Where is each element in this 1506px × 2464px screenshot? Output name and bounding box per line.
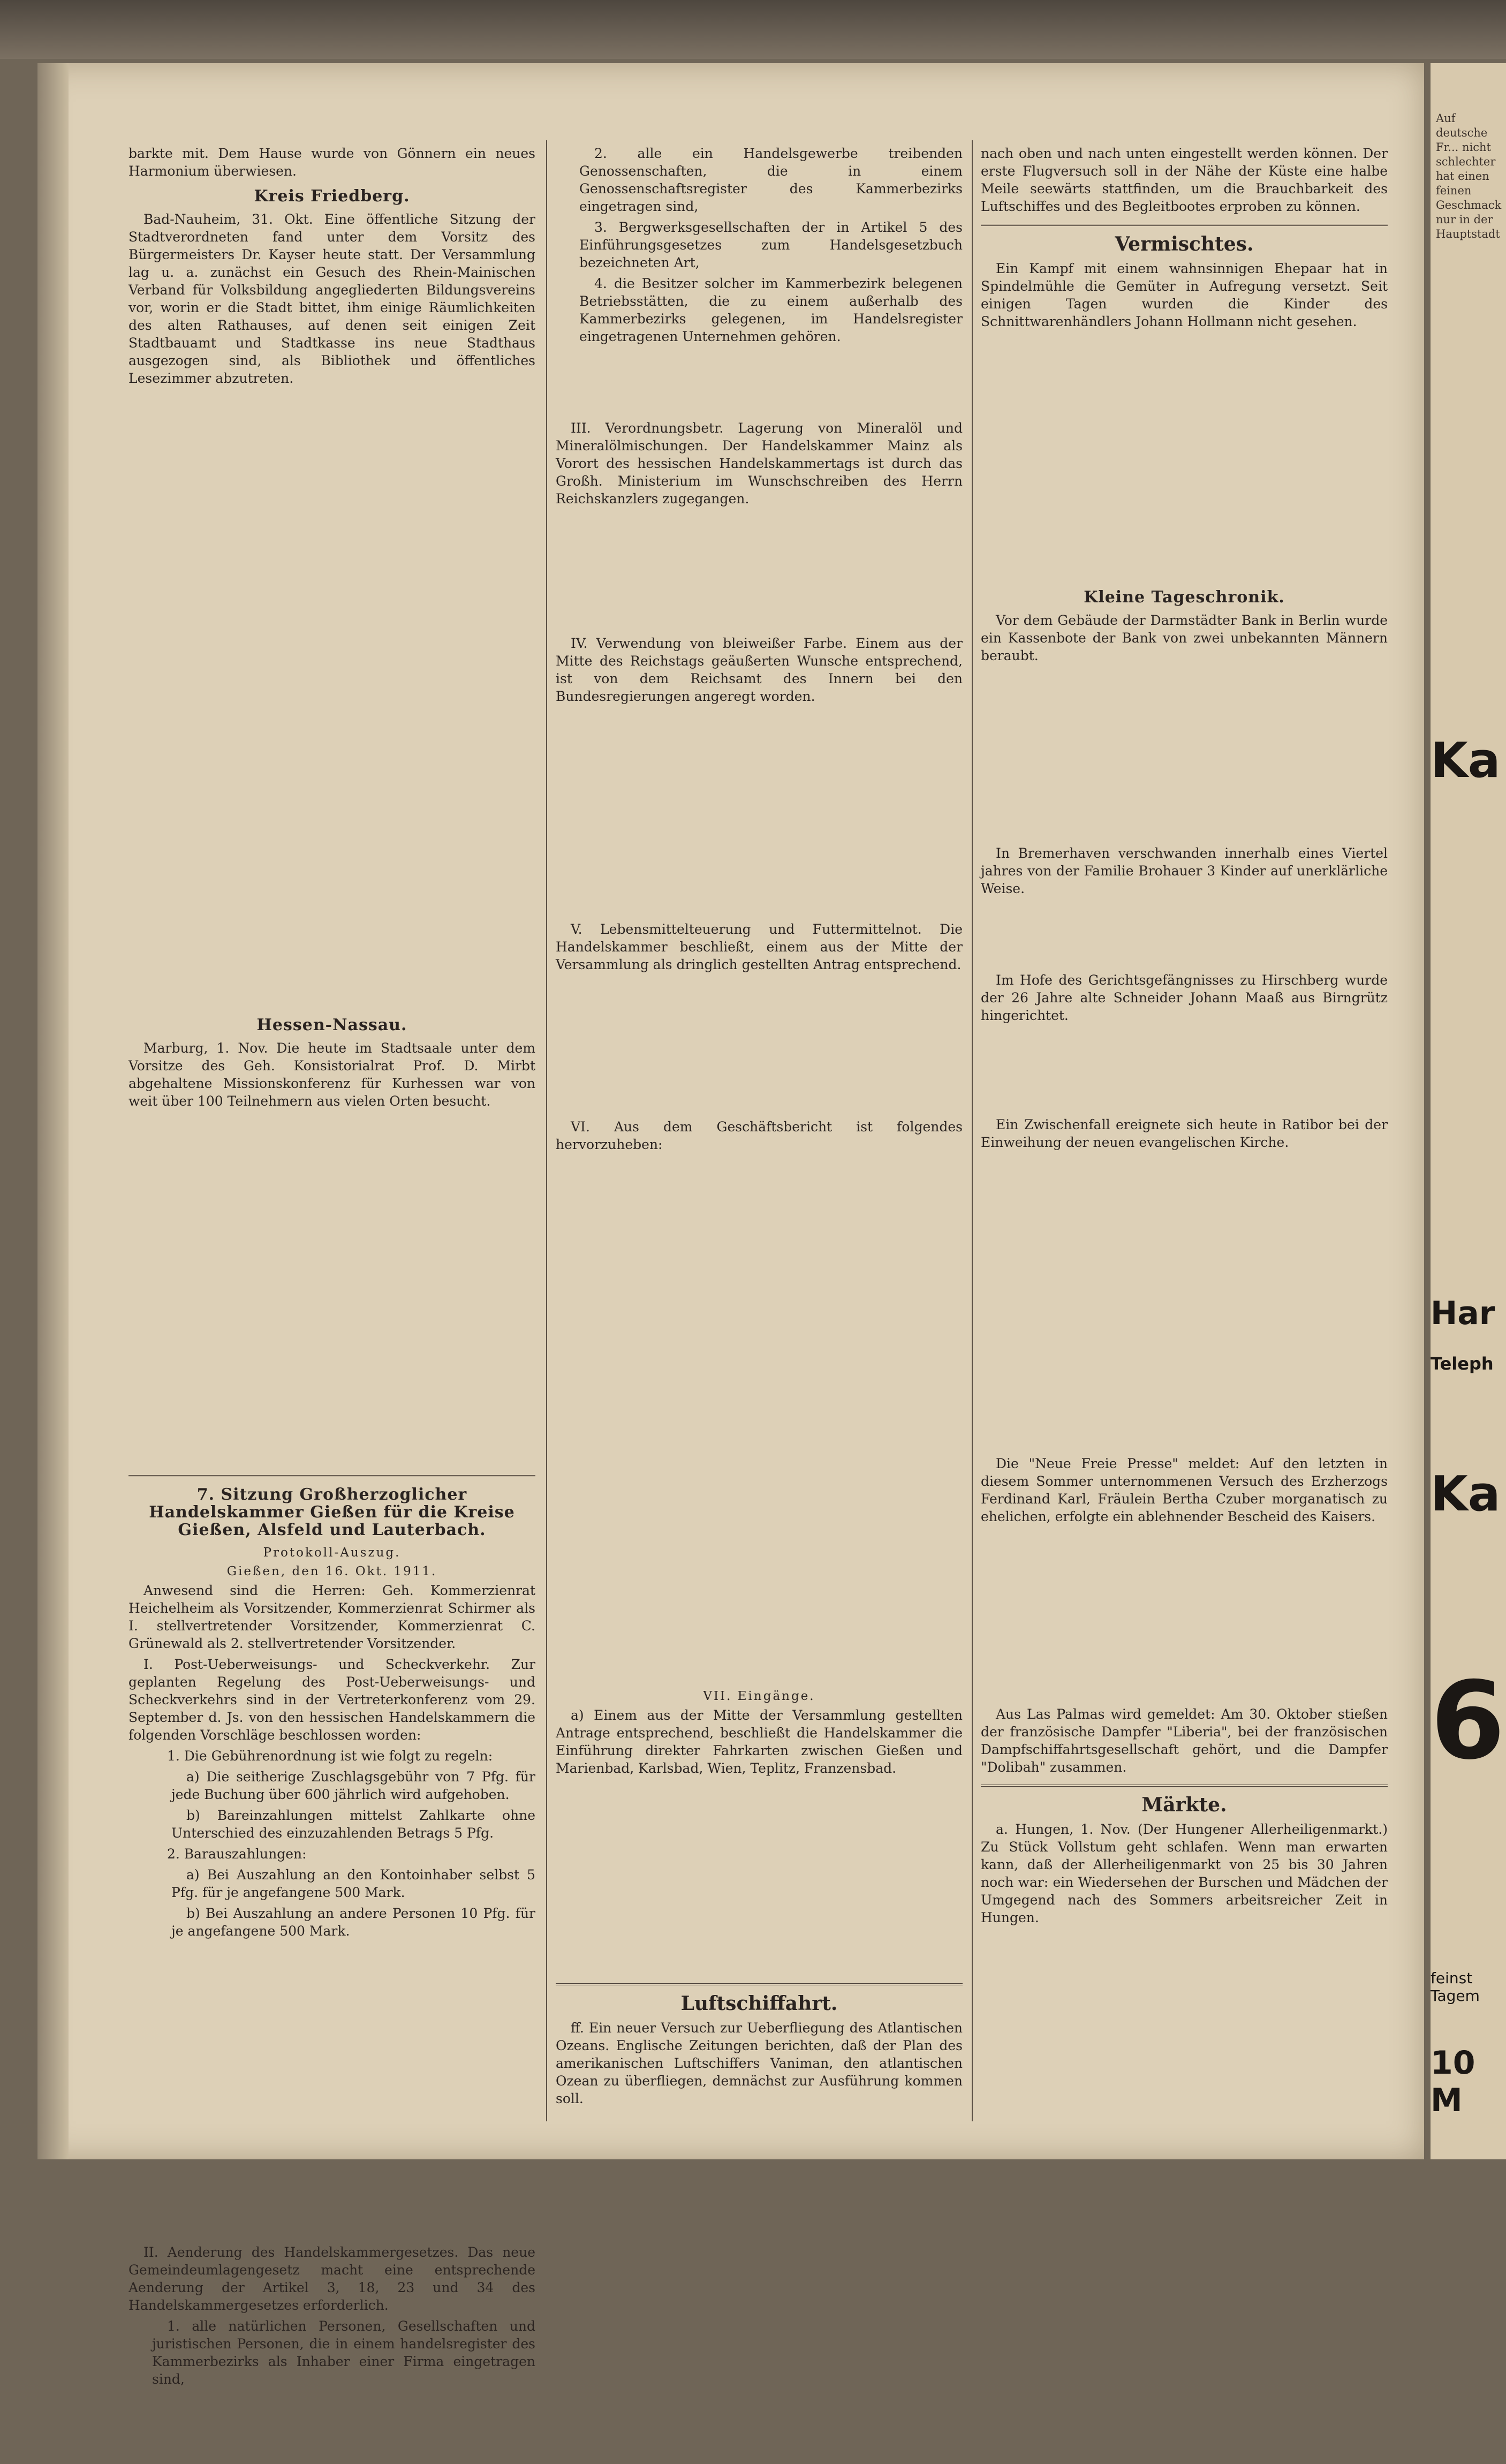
text-lines-placeholder [981,1027,1388,1116]
text-lines-placeholder [981,1529,1388,1705]
section-heading: Kreis Friedberg. [254,187,410,206]
adjacent-page-strip [1431,63,1506,2159]
column-rule [546,140,547,2121]
text-lines-placeholder [128,1113,535,1467]
receipts-paragraph: a) Einem aus der Mitte der Versammlung gestellten Antrage entsprechend, beschließt die Handelskammer die Einführung direkter Fahrkarten zwischen Gießen und Marienbad, Karlsbad, Wien, Teplitz, Franzensbad. [556,1707,963,1776]
article-berlin: Vor dem Gebäude der Darmstädter Bank in Berlin wurde ein Kassenbote der Bank von zwei unbekannten Männern beraubt. [981,613,1388,663]
white-lead-paragraph: IV. Verwendung von bleiweißer Farbe. Einem aus der Mitte des Reichstags geäußerten Wunsche entsprechend, ist von dem Reichsamt des Innern bei den Bundesregierungen angeregt worden. [556,636,963,704]
column-rule [972,140,973,2121]
list-item: 2. Barauszahlungen: [167,1846,307,1862]
text-lines-placeholder [556,349,963,419]
section-heading: Märkte. [1141,1794,1227,1816]
business-report-paragraph: VI. Aus dem Geschäftsbericht ist folgendes hervorzuheben: [556,1119,963,1152]
article-las-palmas: Aus Las Palmas wird gemeldet: Am 30. Oktober stießen der französische Dampfer "Liberia", bei der französischen Dampfschiffahrtsgesellschaft gehört, und die Dampfer "Dolibah" zusammen. [981,1706,1388,1775]
divider [981,224,1388,226]
text-lines-placeholder [556,977,963,1118]
protocol-subtitle: Protokoll-Auszug. [263,1546,401,1560]
scan-background-top [0,0,1506,59]
text-lines-placeholder [981,334,1388,581]
advertisement-fragment: 10 M [1431,2044,1475,2119]
text-lines-placeholder [556,708,963,920]
advertisement-fragment: Ka [1431,1466,1501,1522]
section-heading: Hessen-Nassau. [256,1016,407,1034]
divider [556,1983,963,1985]
divider [981,1785,1388,1787]
advertisement-fragment: Har [1431,1295,1495,1332]
text-lines-placeholder [981,1930,1388,2036]
article-hirschberg: Im Hofe des Gerichtsgefängnisses zu Hirschberg wurde der 26 Jahre alte Schneider Johann Maaß aus Birngrütz hingerichtet. [981,972,1388,1023]
text-lines-placeholder [128,1943,535,2243]
article-bad-nauheim: Bad-Nauheim, 31. Okt. Eine öffentliche Sitzung der Stadtverordneten fand unter dem Vorsitz des Bürgermeisters Dr. Kayser heute statt. Der Versammlung lag u. a. zunächst ein Gesuch des Rhein-Mainischen Verband für Volksbildung angegliederten Bildungsvereins vor, worin er die Stadt bittet, ihm einige Räumlichkeiten des alten Rathauses, auf denen seit einigen Zeit Stadtbauamt und Stadtkasse ins neue Stadthaus ausgezogen sind, als Bibliothek und öffentliches Lesezimmer abzutreten. [128,211,535,386]
article-intro: barkte mit. Dem Hause wurde von Gönnern ein neues Harmonium überwiesen. [128,146,535,179]
section-heading: Kleine Tageschronik. [1084,588,1285,607]
list-item: 4. die Besitzer solcher im Kammerbezirk belegenen Betriebsstätten, die zu einem außerhalb des Kammerbezirks gelegenen, im Handelsregister eingetragenen Unternehmen gehören. [579,276,963,344]
subsection-heading: VII. Eingänge. [703,1689,815,1703]
section-heading: Luftschiffahrt. [680,1992,838,2015]
text-lines-placeholder [981,1154,1388,1455]
text-lines-placeholder [556,2111,963,2464]
list-subitem: a) Die seitherige Zuschlagsgebühr von 7 Pfg. für jede Buchung über 600 jährlich wird aufgehoben. [171,1769,535,1802]
article-ratibor: Ein Zwischenfall ereignete sich heute in Ratibor bei der Einweihung der neuen evangelischen Kirche. [981,1117,1388,1150]
law-amendment-paragraph: II. Aenderung des Handelskammergesetzes. Das neue Gemeindeumlagengesetz macht eine entsprechende Aenderung der Artikel 3, 18, 23 und 34 des Handelskammergesetzes erforderlich. [128,2244,535,2313]
list-item: 1. Die Gebührenordnung ist wie folgt zu regeln: [167,1748,493,1764]
column-middle [556,145,963,2464]
ordinance-paragraph: III. Verordnungsbetr. Lagerung von Mineralöl und Mineralölmischungen. Der Handelskammer Mainz als Vorort des hessischen Handelskammertags ist durch das Großh. Ministerium im Wunschschreiben des Herrn Reichskanzlers zugegangen. [556,420,963,507]
text-lines-placeholder [128,390,535,1009]
column-right [981,145,1388,2036]
text-lines-placeholder [981,901,1388,971]
advertisement-fragment: Teleph [1431,1354,1494,1374]
article-hungen: a. Hungen, 1. Nov. (Der Hungener Allerheiligenmarkt.) Zu Stück Vollstum geht schlafen. Wenn man erwarten kann, daß der Allerheiligenmarkt von 25 bis 30 Jahren noch war: ein Wiedersehen der Burschen und Mädchen der Umgegend nach des Sommers arbeitsreicher Zeit in Hungen. [981,1821,1388,1925]
list-item: 3. Bergwerksgesellschaften der in Artikel 5 des Einführungsgesetzes zum Handelsgesetzbuch bezeichneten Art, [579,220,963,270]
text-lines-placeholder [981,668,1388,844]
text-lines-placeholder [556,1780,963,1975]
article-bremerhaven: In Bremerhaven verschwanden innerhalb eines Viertel jahres von der Familie Brohauer 3 Kinder auf unerklärliche Weise. [981,845,1388,896]
list-item: 2. alle ein Handelsgewerbe treibenden Genossenschaften, die in einem Genossenschaftsregister des Kammerbezirks eingetragen sind, [579,146,963,214]
article-couple: Ein Kampf mit einem wahnsinnigen Ehepaar hat in Spindelmühle die Gemüter in Aufregung versetzt. Seit einigen Tagen wurden die Kinder des Schnittwarenhändlers Johann Hollmann nicht gesehen. [981,261,1388,329]
article-neue-presse: Die "Neue Freie Presse" meldet: Auf den letzten in diesem Sommer unternommenen Versuch des Erzherzogs Ferdinand Karl, Fräulein Bertha Czuber morganatisch zu ehelichen, erfolgte ein ablehnender Bescheid des Kaisers. [981,1456,1388,1524]
list-subitem: b) Bareinzahlungen mittelst Zahlkarte ohne Unterschied des einzuzahlenden Betrags 5 Pfg. [171,1808,535,1841]
list-subitem: b) Bei Auszahlung an andere Personen 10 Pfg. für je angefangene 500 Mark. [171,1906,535,1939]
section-heading: 7. Sitzung Großherzoglicher Handelskammer Gießen für die Kreise Gießen, Alsfeld und Lauterbach. [149,1485,515,1539]
list-subitem: a) Bei Auszahlung an den Kontoinhaber selbst 5 Pfg. für je angefangene 500 Mark. [171,1867,535,1900]
list-item: 1. alle natürlichen Personen, Gesellschaften und juristischen Personen, die in einem handelsregister des Kammerbezirks als Inhaber einer Firma eingetragen sind, [152,2318,535,2387]
article-airship: ff. Ein neuer Versuch zur Ueberfliegung des Atlantischen Ozeans. Englische Zeitungen berichten, daß der Plan des amerikanischen Luftschiffers Vaniman, den atlantischen Ozean zu überfliegen, demnächst zur Ausführung kommen soll. [556,2020,963,2106]
divider [128,1475,535,1477]
attendance-paragraph: Anwesend sind die Herren: Geh. Kommerzienrat Heichelheim als Vorsitzender, Kommerzienrat Schirmer als I. stellvertretender Vorsitzender, Kommerzienrat C. Grünewald als 2. stellvertretender Vorsitzender. [128,1583,535,1651]
advertisement-fragment: 6 [1431,1659,1505,1783]
section-heading: Vermischtes. [1115,233,1254,255]
text-lines-placeholder [556,511,963,634]
column-left [128,145,535,2391]
food-prices-paragraph: V. Lebensmittelteuerung und Futtermittelnot. Die Handelskammer beschließt, einem aus der Mitte der Versammlung als dringlich gestellten Antrag entsprechend. [556,921,963,972]
advertisement-fragment: feinst Tagem [1431,1969,1480,2005]
postal-transfer-paragraph: I. Post-Ueberweisungs- und Scheckverkehr. Zur geplanten Regelung des Post-Ueberweisungs- und Scheckverkehrs sind in der Vertreterkonferenz vom 29. September d. Js. von den hessischen Handelskammern die folgenden Vorschläge beschlossen worden: [128,1657,535,1743]
text-lines-placeholder [556,1157,963,1687]
dateline: Gießen, den 16. Okt. 1911. [226,1564,437,1578]
advertisement-fragment: Ka [1431,732,1501,789]
adjacent-page-text: Auf deutsche Fr... nicht schlechter hat einen feinen Geschmack nur in der Hauptstadt [1436,112,1502,240]
article-continuation: nach oben und nach unten eingestellt werden können. Der erste Flugversuch soll in der Nähe der Küste eine halbe Meile seewärts stattfinden, um die Brauchbarkeit des Luftschiffes und des Begleitbootes erproben zu können. [981,146,1388,214]
article-marburg: Marburg, 1. Nov. Die heute im Stadtsaale unter dem Vorsitze des Geh. Konsistorialrat Prof. D. Mirbt abgehaltene Missionskonferenz für Kurhessen war von weit über 100 Teilnehmern aus vielen Orten besucht. [128,1040,535,1109]
page-binding-edge [37,63,69,2159]
